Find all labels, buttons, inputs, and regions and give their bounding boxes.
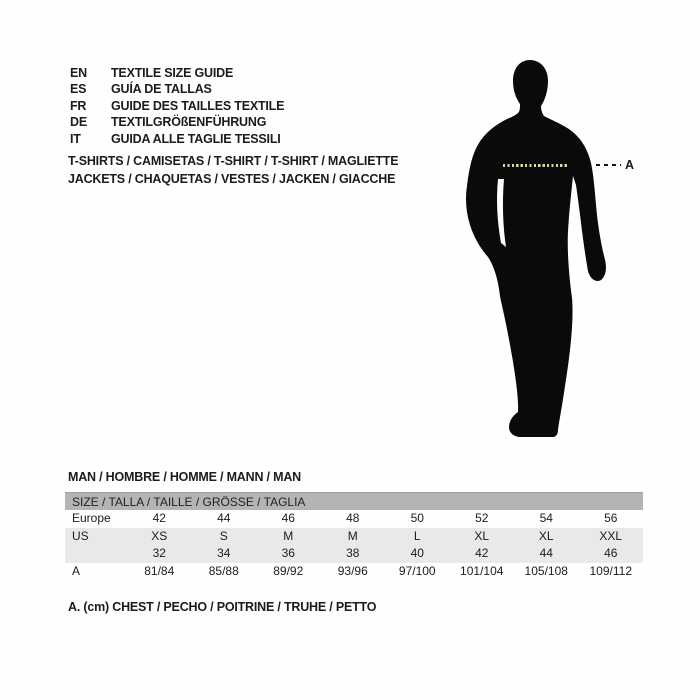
table-cell: S: [219, 528, 228, 543]
table-cell: 38: [346, 546, 360, 560]
man-silhouette-icon: [440, 55, 640, 455]
table-cell: 56: [604, 511, 618, 525]
language-row: [70, 131, 284, 147]
language-code: IT: [70, 131, 81, 146]
table-cell: 85/88: [208, 563, 239, 578]
table-cell: XS: [151, 528, 168, 543]
table-cell: 46: [604, 546, 618, 560]
row-label: Europe: [72, 511, 111, 525]
language-row: [70, 114, 284, 130]
language-legend: [70, 65, 284, 147]
language-row: [70, 65, 284, 81]
language-code: EN: [70, 66, 87, 80]
category-line-tshirts: T-SHIRTS / CAMISETAS / T-SHIRT / T-SHIRT / MAGLIETTE: [68, 154, 399, 168]
table-cell: M: [347, 528, 358, 543]
table-cell: 101/104: [460, 563, 504, 578]
language-label: GUIDE DES TAILLES TEXTILE: [111, 98, 285, 113]
table-cell: XXL: [599, 528, 623, 543]
table-cell: 52: [475, 511, 489, 525]
table-cell: 54: [539, 511, 553, 525]
table-cell: 36: [281, 546, 295, 560]
table-cell: 89/92: [273, 563, 304, 578]
table-cell: 44: [217, 511, 231, 525]
table-cell: 40: [410, 546, 424, 560]
size-table-header: SIZE / TALLA / TAILLE / GRÖSSE / TAGLIA: [65, 492, 643, 510]
chest-dashed-line-outside: [596, 164, 621, 166]
table-row-us-numbers: [65, 545, 643, 563]
table-cell: 34: [217, 546, 231, 560]
language-label: TEXTILE SIZE GUIDE: [111, 66, 234, 80]
row-label: US: [72, 528, 89, 543]
chest-dashed-line-on-body: [503, 164, 567, 167]
language-row: [70, 98, 284, 114]
language-label: TEXTILGRÖßENFÜHRUNG: [111, 115, 267, 130]
table-cell: XL: [538, 528, 554, 543]
language-code: DE: [70, 115, 87, 130]
table-cell: 105/108: [524, 563, 568, 578]
table-row-us-letters: [65, 528, 643, 546]
size-table: [65, 492, 643, 580]
row-label: [65, 545, 127, 563]
row-label: A: [72, 563, 81, 578]
table-cell: L: [413, 528, 421, 543]
table-cell: M: [283, 528, 294, 543]
language-label: GUÍA DE TALLAS: [111, 82, 212, 97]
language-code: FR: [70, 98, 87, 113]
table-cell: 93/96: [337, 563, 368, 578]
measure-a-label: A: [625, 158, 635, 172]
language-code: ES: [70, 82, 87, 97]
table-cell: 42: [475, 546, 489, 560]
table-cell: 32: [152, 546, 166, 560]
measurement-footnote: A. (cm) CHEST / PECHO / POITRINE / TRUHE / PETTO: [68, 600, 377, 614]
table-cell: 48: [346, 511, 360, 525]
table-row-chest-cm: [65, 563, 643, 581]
table-cell: XL: [474, 528, 490, 543]
table-row-europe: [65, 510, 643, 528]
table-cell: 109/112: [589, 563, 632, 578]
man-silhouette-figure: [440, 55, 640, 455]
garment-categories: [68, 153, 398, 188]
language-row: [70, 81, 284, 97]
category-line-jackets: JACKETS / CHAQUETAS / VESTES / JACKEN / GIACCHE: [68, 171, 396, 186]
section-title-man: MAN / HOMBRE / HOMME / MANN / MAN: [68, 470, 301, 484]
language-label: GUIDA ALLE TAGLIE TESSILI: [111, 131, 281, 146]
table-cell: 42: [152, 511, 166, 525]
table-cell: 81/84: [144, 563, 175, 578]
table-cell: 50: [410, 511, 424, 525]
table-cell: 44: [539, 546, 553, 560]
table-cell: 46: [281, 511, 295, 525]
table-cell: 97/100: [398, 563, 436, 578]
